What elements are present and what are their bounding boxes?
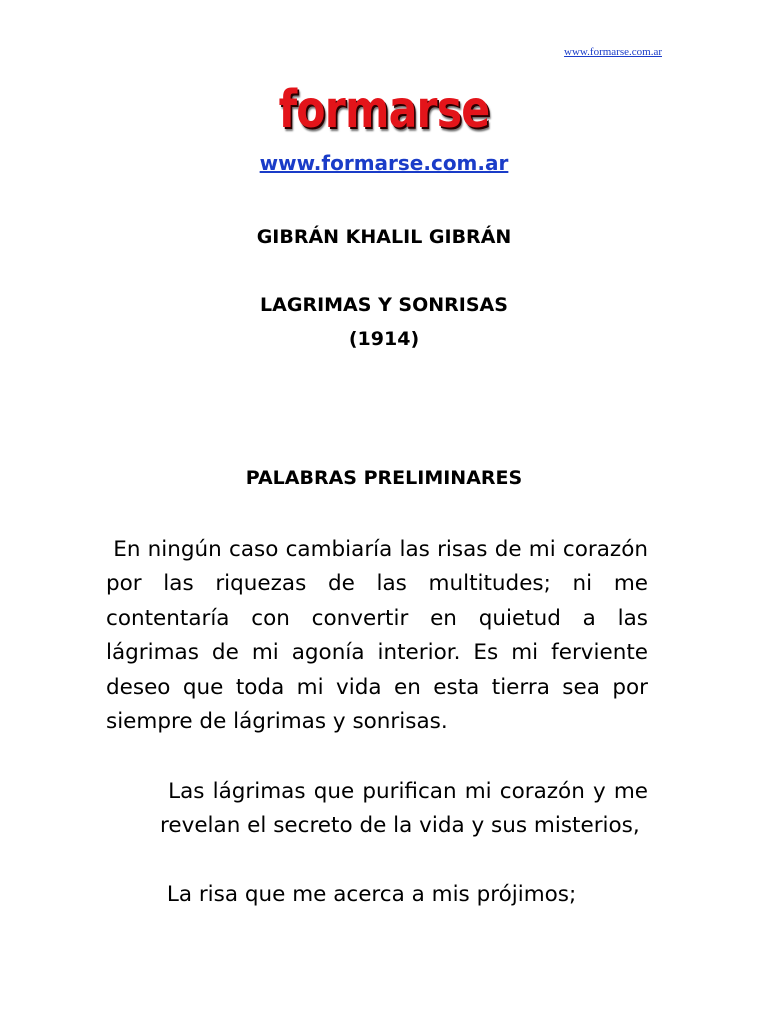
- book-title: LAGRIMAS Y SONRISAS: [260, 294, 508, 316]
- verse-paragraph: Las lágrimas que purifican mi corazón y me revelan el secreto de la vida y sus misterios,: [160, 779, 655, 839]
- body-paragraph: En ningún caso cambiaría las risas de mi corazón por las riquezas de las multitudes; ni me contentaría con convertir en quietud a las lágrimas de mi agonía interior. Es mi ferviente deseo que toda mi vida en esta tierra sea por siempre de lágrimas y sonrisas.: [106, 537, 655, 735]
- section-title: PALABRAS PRELIMINARES: [245, 467, 523, 489]
- formarse-logo: formarse: [278, 80, 490, 140]
- author-heading: GIBRÁN KHALIL GIBRÁN: [256, 226, 512, 248]
- verse-paragraph: La risa que me acerca a mis prójimos;: [160, 882, 577, 907]
- book-year: (1914): [348, 328, 420, 350]
- header-site-link[interactable]: www.formarse.com.ar: [564, 46, 662, 58]
- site-link[interactable]: www.formarse.com.ar: [259, 151, 509, 175]
